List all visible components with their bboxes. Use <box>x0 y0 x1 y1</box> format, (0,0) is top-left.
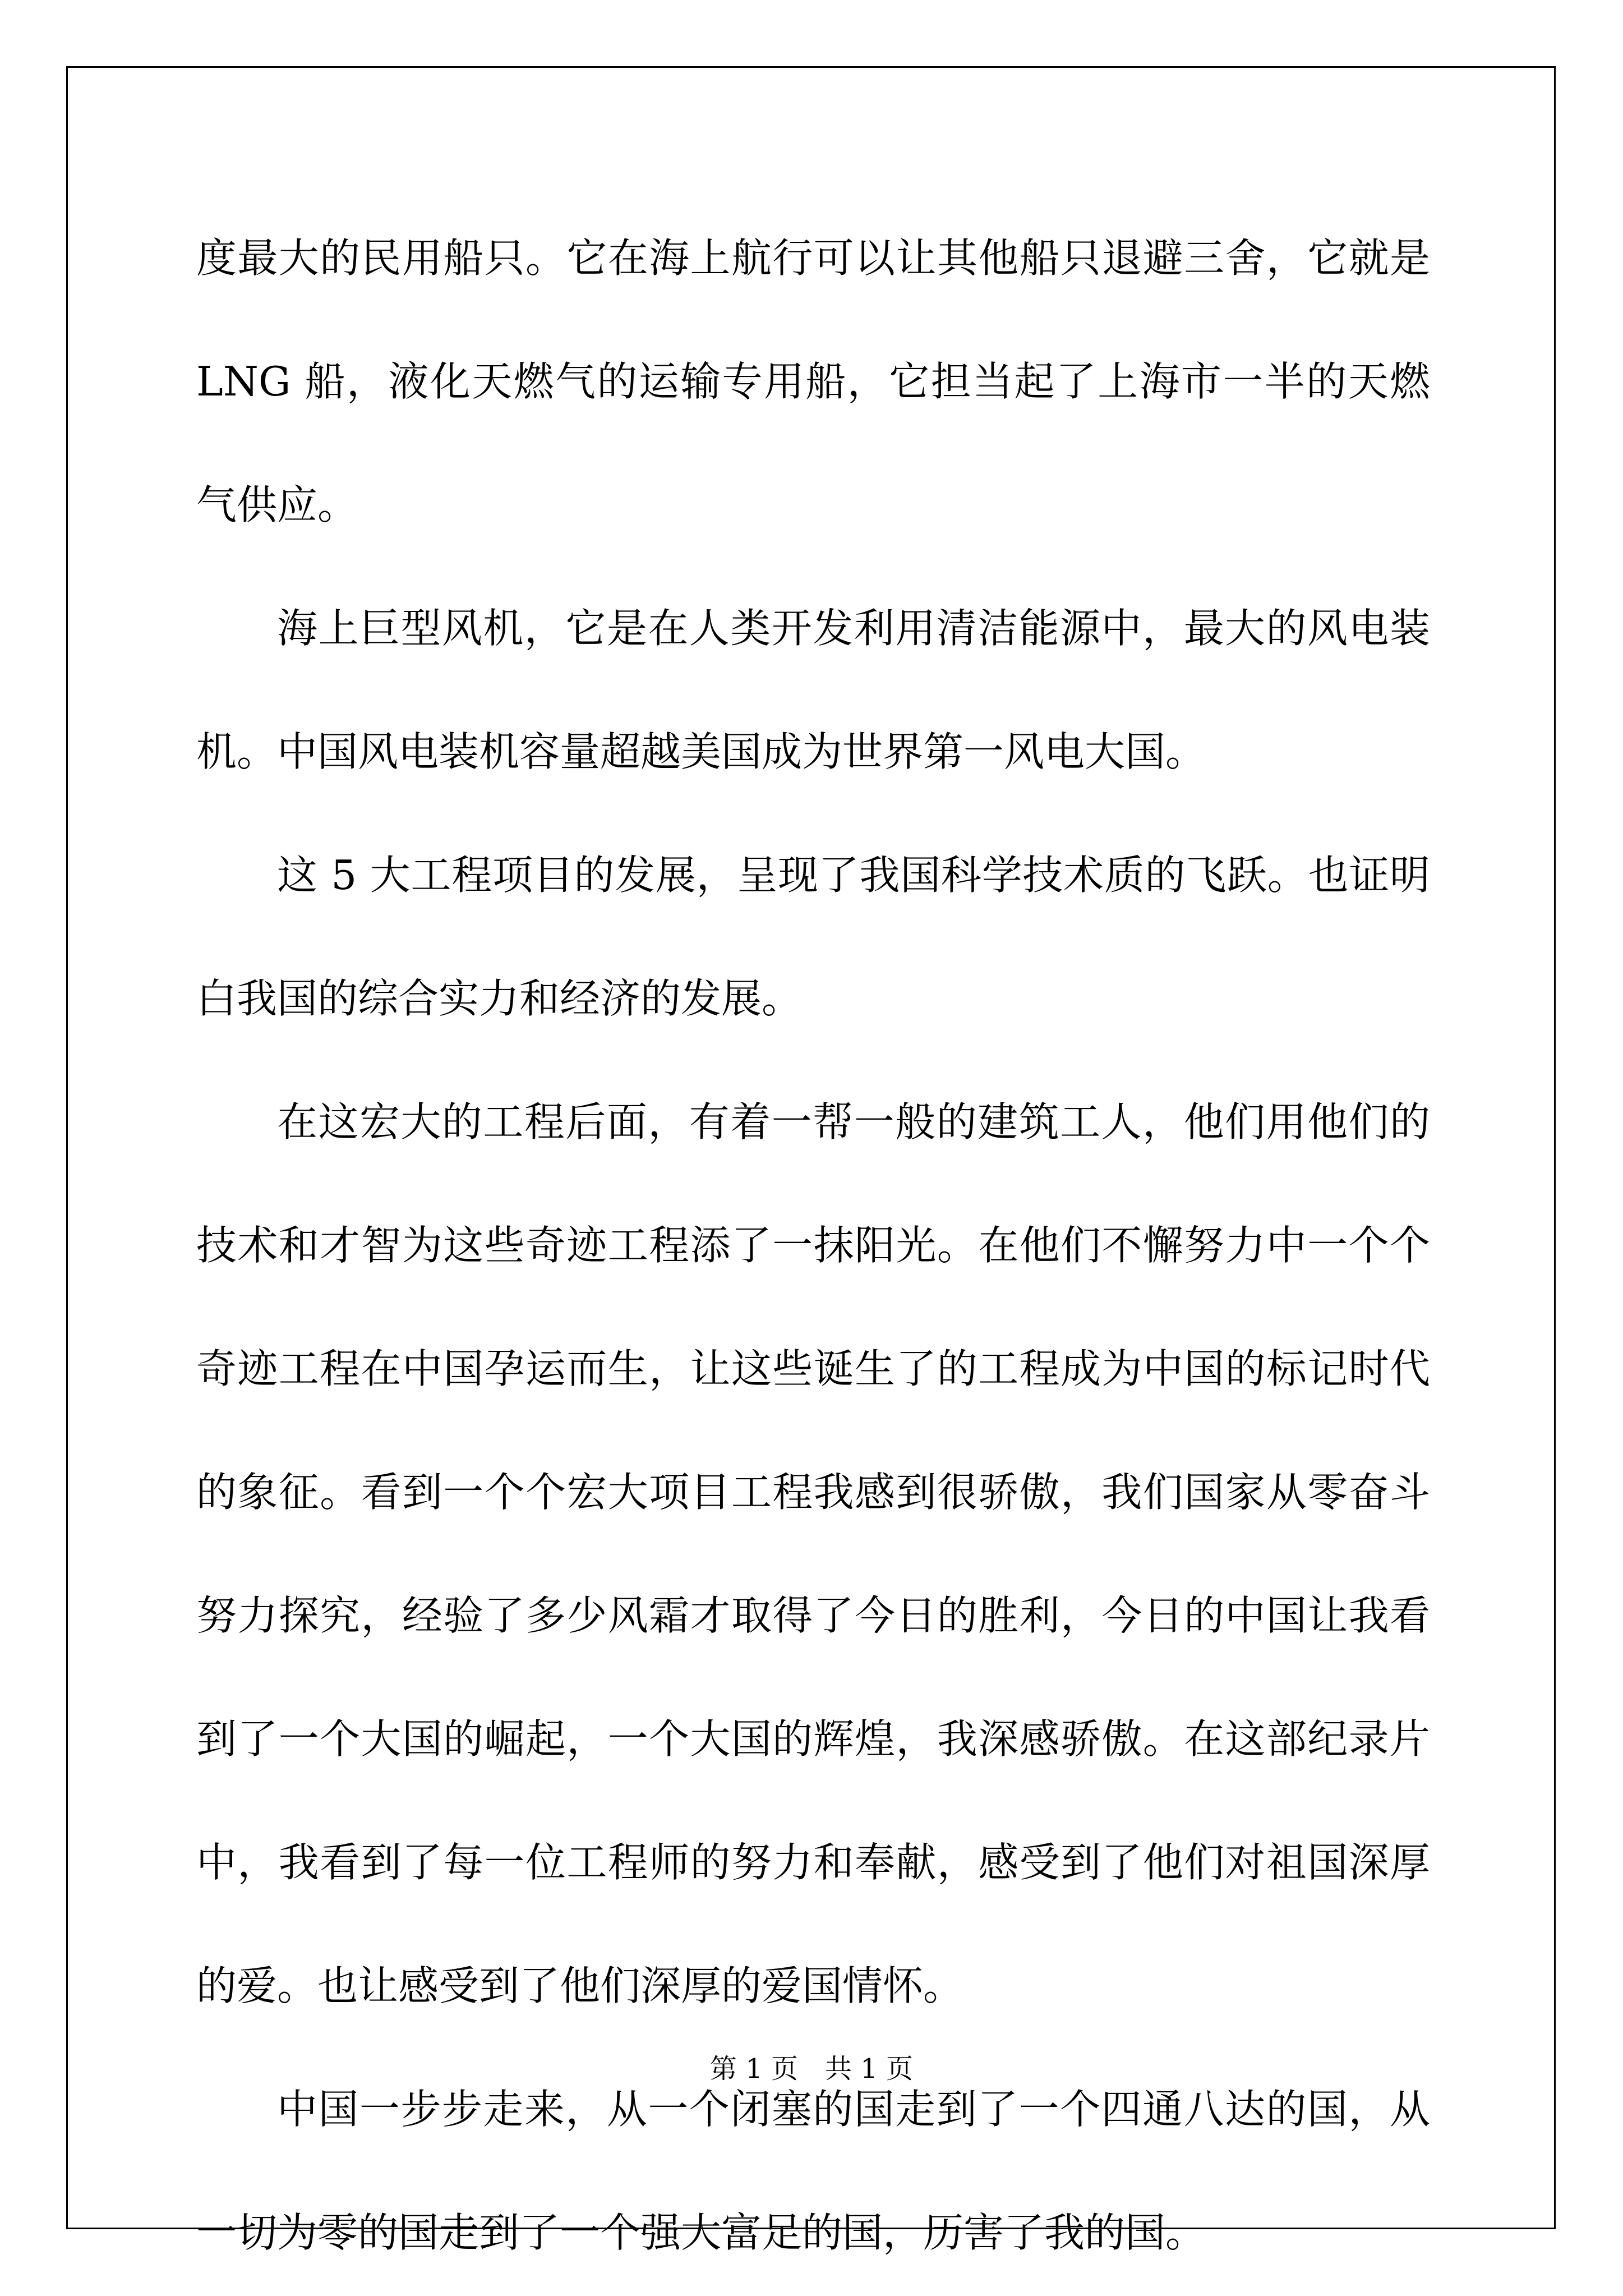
paragraph-workers: 在这宏大的工程后面，有着一帮一般的建筑工人，他们用他们的技术和才智为这些奇迹工程添了一抹阳光。在他们不懈努力中一个个奇迹工程在中国孕运而生，让这些诞生了的工程成为中国的标记时代的象征。看到一个个宏大项目工程我感到很骄傲，我们国家从零奋斗努力探究，经验了多少风霜才取得了今日的胜利，今日的中国让我看到了一个大国的崛起，一个大国的辉煌，我深感骄傲。在这部纪录片中，我看到了每一位工程师的努力和奉献，感受到了他们对祖国深厚的爱。也让感受到了他们深厚的爱国情怀。 <box>196 1098 1430 2009</box>
paragraph-wind-turbine: 海上巨型风机，它是在人类开发利用清洁能源中，最大的风电装机。中国风电装机容量超越美国成为世界第一风电大国。 <box>196 605 1430 775</box>
page-total: 共 1 页 <box>825 2053 914 2085</box>
paragraph-five-projects: 这 5 大工程项目的发展，呈现了我国科学技术质的飞跃。也证明白我国的综合实力和经济的发展。 <box>196 852 1430 1022</box>
document-body <box>196 196 1430 2294</box>
page-number: 第 1 页 <box>709 2053 798 2085</box>
page-footer <box>0 2052 1623 2086</box>
paragraph-lng-ship: 度最大的民用船只。它在海上航行可以让其他船只退避三舍，它就是LNG 船，液化天燃气的运输专用船，它担当起了上海市一半的天燃气供应。 <box>196 234 1430 528</box>
paragraph-conclusion: 中国一步步走来，从一个闭塞的国走到了一个四通八达的国，从一切为零的国走到了一个强大富足的国，历害了我的国。 <box>196 2086 1430 2256</box>
